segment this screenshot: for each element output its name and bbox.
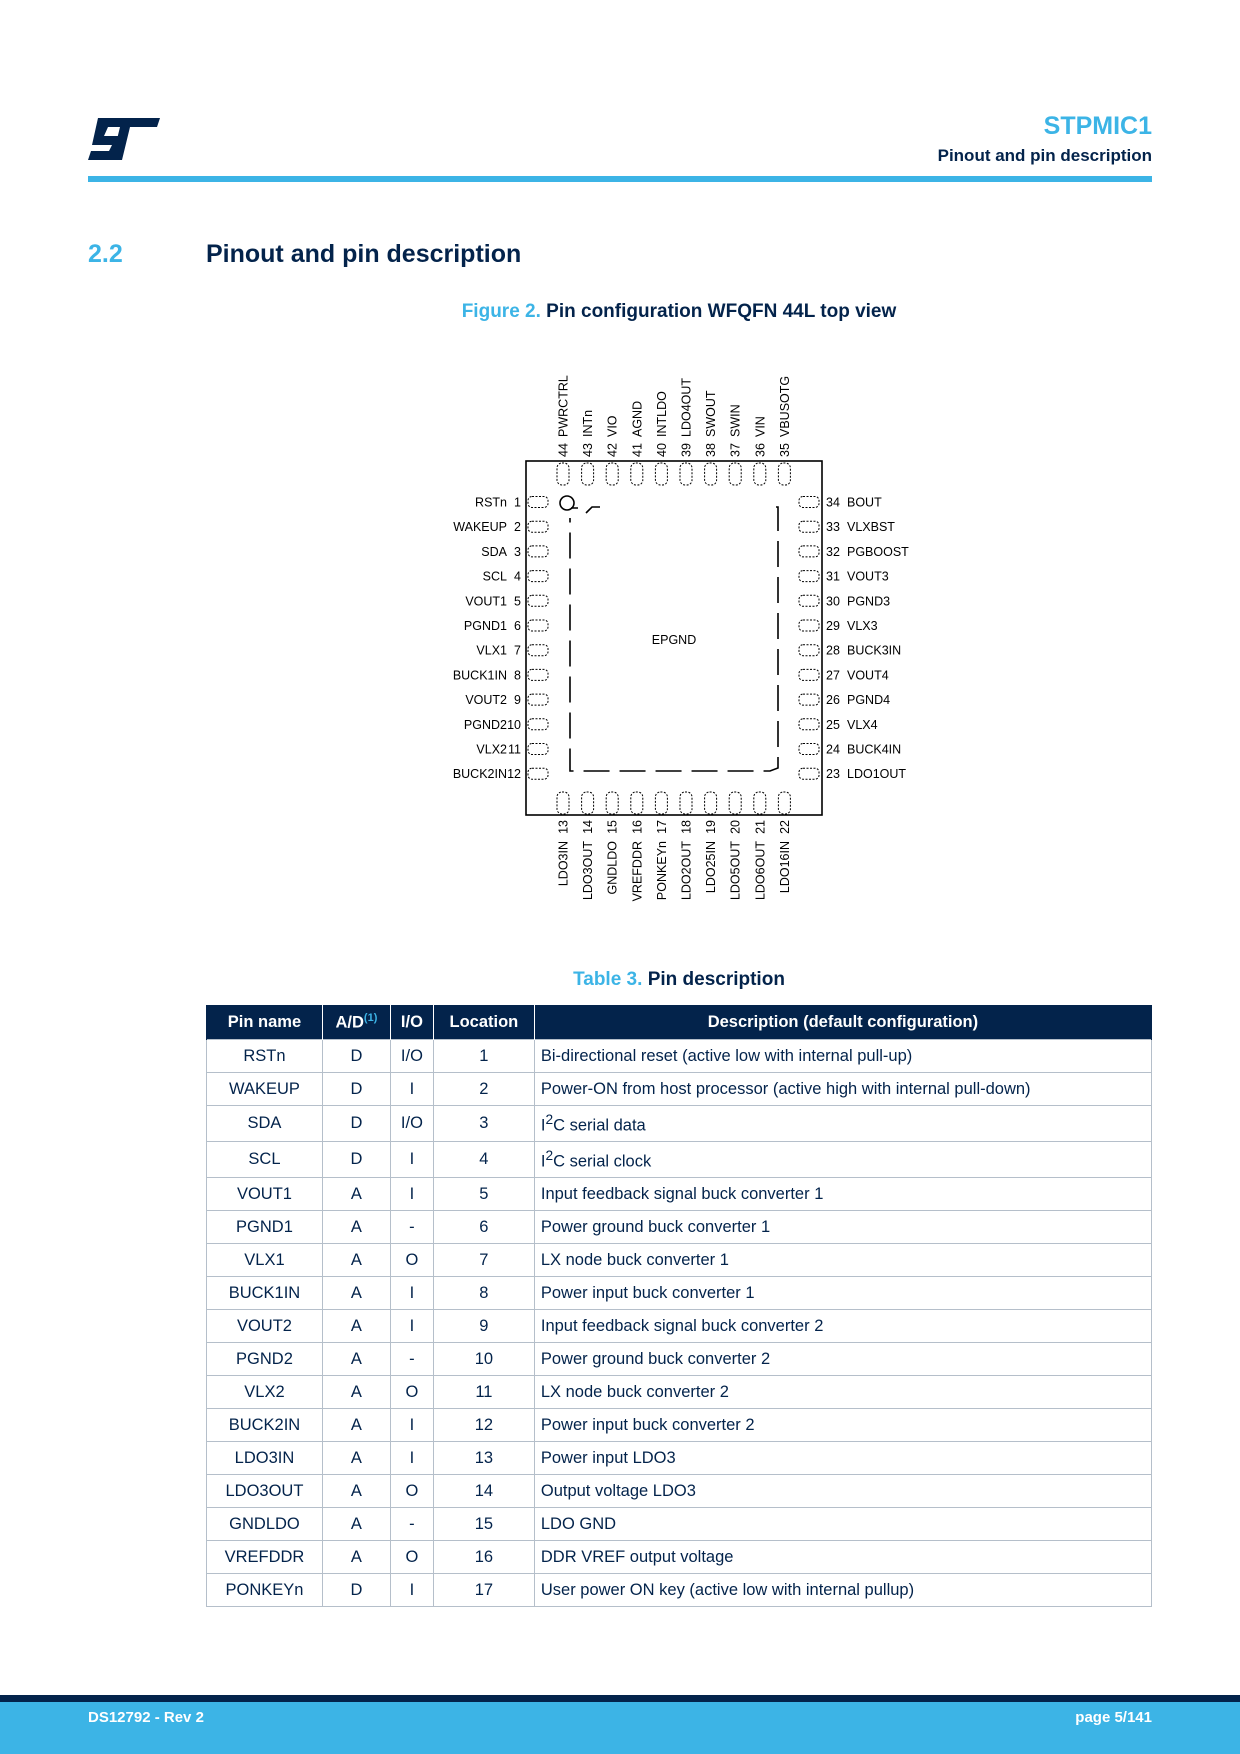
pin-pad [582,463,594,485]
table-row [207,1376,1152,1409]
pin-number: 13 [556,820,571,834]
pin-number: 30 [826,594,840,609]
location-cell: 9 [433,1310,534,1343]
ad-cell: D [322,1106,390,1142]
location-cell: 14 [433,1475,534,1508]
pin-number: 9 [514,693,521,708]
ad-cell: A [322,1508,390,1541]
figure-label: Figure 2. [461,301,541,322]
pin-name: PGND1 [463,619,507,633]
pin-name: INTn [581,409,596,437]
location-cell: 10 [433,1343,534,1376]
table-row [207,1475,1152,1508]
ad-cell: D [322,1040,390,1073]
io-cell: I/O [390,1106,433,1142]
pin-number: 3 [514,544,521,559]
pin-pad [705,463,717,485]
pin-name-cell: VREFDDR [207,1541,323,1574]
pin-pad [799,595,819,606]
col-pin-name: Pin name [207,1005,323,1040]
location-cell: 7 [433,1244,534,1277]
table-row [207,1211,1152,1244]
pin-number: 41 [630,443,645,457]
pin-name-cell: SDA [207,1106,323,1142]
pin-number: 15 [605,820,620,834]
pin-number: 40 [654,443,669,457]
pin-pad [680,792,692,814]
header-subtitle: Pinout and pin description [937,146,1152,165]
description-superscript: 2 [545,1147,554,1163]
pin-number: 16 [630,820,645,834]
io-cell: I [390,1277,433,1310]
ad-cell: A [322,1475,390,1508]
description-cell [534,1106,1151,1142]
pin-name: SWOUT [704,390,719,437]
pin-name: INTLDO [654,391,669,437]
pin-pad [606,463,618,485]
pin-name: VBUSOTG [777,375,792,437]
table-row [207,1178,1152,1211]
pin-name: LDO16IN [777,841,792,894]
description-cell: Power-ON from host processor (active high with internal pull-down) [534,1073,1151,1106]
pin-name-cell: BUCK1IN [207,1277,323,1310]
io-cell: - [390,1343,433,1376]
pin-pad [557,792,569,814]
pin-name: LDO6OUT [753,841,768,901]
pin-number: 44 [556,443,571,457]
pin-name: RSTn [475,495,507,510]
pin-name: LDO5OUT [728,841,743,901]
pin-number: 6 [514,619,521,633]
pin-pad [655,792,667,814]
pin-name: SCL [482,569,507,584]
pin-name-cell: PONKEYn [207,1574,323,1607]
footer-rule [0,1695,1240,1702]
col-ad-label: A/D [335,1013,364,1032]
pin-name: LDO4OUT [679,377,694,437]
col-io: I/O [390,1005,433,1040]
table-row [207,1244,1152,1277]
description-cell: User power ON key (active low with internal pullup) [534,1574,1151,1607]
location-cell: 4 [433,1142,534,1178]
pin-name: PGND3 [847,594,891,609]
pin-name-cell: PGND1 [207,1211,323,1244]
pin-pad [799,521,819,532]
location-cell: 8 [433,1277,534,1310]
pin-name: VOUT2 [465,693,507,708]
description-cell: Power ground buck converter 1 [534,1211,1151,1244]
description-cell: LDO GND [534,1508,1151,1541]
exposed-pad-outline [570,507,778,771]
description-cell: LX node buck converter 2 [534,1376,1151,1409]
ad-cell: A [322,1409,390,1442]
description-suffix: C serial clock [553,1152,652,1171]
col-description: Description (default configuration) [534,1005,1151,1040]
pin-pad [528,521,548,532]
io-cell: - [390,1508,433,1541]
pin-number: 1 [514,495,521,510]
pin-number: 22 [777,820,792,834]
pin-number: 4 [514,569,521,584]
description-cell: Power ground buck converter 2 [534,1343,1151,1376]
table-row [207,1277,1152,1310]
pin-name-cell: LDO3OUT [207,1475,323,1508]
io-cell: I/O [390,1040,433,1073]
pin-number: 42 [605,443,620,457]
pin-description-table [206,1005,1152,1607]
io-cell: O [390,1244,433,1277]
ad-cell: A [322,1541,390,1574]
pin-name: BOUT [847,495,882,510]
pin-number: 10 [507,717,521,732]
section-title: Pinout and pin description [206,240,522,268]
description-superscript: 2 [545,1111,554,1127]
pin-name: VLX1 [476,643,507,658]
col-ad [322,1005,390,1040]
table-row [207,1508,1152,1541]
pin-pad [582,792,594,814]
ad-cell: D [322,1142,390,1178]
table-row [207,1106,1152,1142]
io-cell: O [390,1541,433,1574]
pin-name-cell: LDO3IN [207,1442,323,1475]
section-number: 2.2 [88,240,123,268]
pin-name-cell: RSTn [207,1040,323,1073]
pin-pad [528,571,548,582]
pin-name: VLX2 [476,742,507,757]
table-row [207,1541,1152,1574]
pin-pad [799,620,819,631]
ad-cell: A [322,1343,390,1376]
header-title: STPMIC1 [1043,112,1152,140]
pin-number: 8 [514,668,521,683]
pin-pad [778,463,790,485]
location-cell: 17 [433,1574,534,1607]
description-cell: Bi-directional reset (active low with internal pull-up) [534,1040,1151,1073]
pin-pad [754,792,766,814]
pin-name: PWRCTRL [556,375,571,437]
table-row [207,1343,1152,1376]
pin-name: VIO [605,415,620,437]
pin-number: 32 [826,544,840,559]
io-cell: - [390,1211,433,1244]
pin-number: 12 [507,767,521,782]
pin-pad [729,792,741,814]
figure-title: Pin configuration WFQFN 44L top view [546,301,897,322]
table-row [207,1073,1152,1106]
pin-name: LDO3IN [556,841,571,887]
pin-pad [799,719,819,730]
pin-number: 34 [826,495,840,510]
pin-pad [754,463,766,485]
table-row [207,1142,1152,1178]
description-cell: Output voltage LDO3 [534,1475,1151,1508]
pin-number: 38 [704,443,719,457]
location-cell: 16 [433,1541,534,1574]
description-cell: Power input buck converter 1 [534,1277,1151,1310]
pin-number: 17 [654,820,669,834]
pin-pad [606,792,618,814]
pin-number: 43 [581,443,596,457]
pin-number: 24 [826,742,840,757]
pin-name-cell: VOUT1 [207,1178,323,1211]
pin-pad [528,768,548,779]
io-cell: I [390,1073,433,1106]
ad-cell: A [322,1178,390,1211]
pin-name-cell: VLX1 [207,1244,323,1277]
pin-name: VREFDDR [630,841,645,902]
pin-name: PGBOOST [847,544,909,559]
pin-pad [631,792,643,814]
pin-name-cell: GNDLDO [207,1508,323,1541]
location-cell: 3 [433,1106,534,1142]
pin-pad [528,744,548,755]
pin-name-cell: VLX2 [207,1376,323,1409]
pin-pad [705,792,717,814]
pin-pad [528,620,548,631]
io-cell: I [390,1409,433,1442]
footer-page-number: page 5/141 [1075,1709,1152,1726]
table-row [207,1442,1152,1475]
st-logo [88,118,160,160]
pin-pad [655,463,667,485]
pin-pad [799,669,819,680]
pin-number: 33 [826,520,840,535]
description-cell: DDR VREF output voltage [534,1541,1151,1574]
pin-pad [528,719,548,730]
pin-number: 7 [514,643,521,658]
description-cell [534,1142,1151,1178]
pin1-marker [560,496,574,510]
pin-name: PGND2 [463,717,507,732]
ad-cell: A [322,1376,390,1409]
io-cell: O [390,1475,433,1508]
pin-number: 39 [679,443,694,457]
col-ad-footnote: (1) [363,1011,378,1024]
pin-pad [799,571,819,582]
pin-name: AGND [630,400,645,437]
pin-name-cell: BUCK2IN [207,1409,323,1442]
pin-pad [528,595,548,606]
pin-name: LDO2OUT [679,841,694,901]
pin-pad [799,645,819,656]
pin-name: GNDLDO [605,841,620,895]
pin-number: 23 [826,767,840,782]
table-row [207,1310,1152,1343]
pin-pad [528,546,548,557]
pin-number: 27 [826,668,840,683]
pin-name: BUCK1IN [452,668,507,683]
pin-pad [778,792,790,814]
pin-name-cell: SCL [207,1142,323,1178]
pin-pad [799,768,819,779]
pin-pad [528,645,548,656]
pin-name: VLXBST [847,520,895,535]
table-header-row [207,1005,1152,1040]
io-cell: I [390,1310,433,1343]
pin-number: 18 [679,820,694,834]
table-row [207,1409,1152,1442]
pin-number: 26 [826,693,840,708]
pin-number: 5 [514,594,521,609]
col-location: Location [433,1005,534,1040]
pin-name: SDA [481,544,507,559]
description-suffix: C serial data [553,1116,646,1135]
io-cell: I [390,1142,433,1178]
ad-cell: A [322,1310,390,1343]
location-cell: 12 [433,1409,534,1442]
pin-name: VOUT4 [847,668,889,683]
pin-number: 2 [514,520,521,535]
location-cell: 15 [433,1508,534,1541]
pin-name: BUCK2IN [452,767,507,782]
pin-name-cell: VOUT2 [207,1310,323,1343]
ad-cell: A [322,1211,390,1244]
figure-caption [0,301,1240,323]
pin-name: BUCK3IN [847,643,902,658]
table-caption [0,969,1240,991]
ad-cell: D [322,1574,390,1607]
pin-number: 19 [704,820,719,834]
io-cell: I [390,1442,433,1475]
table-label: Table 3. [573,969,643,990]
pin-name: WAKEUP [453,520,507,535]
io-cell: O [390,1376,433,1409]
pin-pad [799,497,819,508]
pin-number: 29 [826,619,840,633]
pin-pad [557,463,569,485]
location-cell: 1 [433,1040,534,1073]
pin-pad [528,694,548,705]
description-cell: Power input buck converter 2 [534,1409,1151,1442]
description-prefix: I [540,1116,546,1135]
location-cell: 13 [433,1442,534,1475]
description-cell: LX node buck converter 1 [534,1244,1151,1277]
pin-name: VOUT1 [465,594,507,609]
description-cell: Input feedback signal buck converter 1 [534,1178,1151,1211]
table-title: Pin description [647,969,785,990]
pin-pad [799,546,819,557]
pin-number: 35 [777,443,792,457]
pin-pad [528,669,548,680]
table-row [207,1574,1152,1607]
pin-number: 36 [753,443,768,457]
package-outline [526,461,822,815]
location-cell: 5 [433,1178,534,1211]
pin-number: 21 [753,820,768,834]
pin-pad [799,744,819,755]
pin-name: SWIN [728,404,743,437]
ad-cell: D [322,1073,390,1106]
pin-number: 28 [826,643,840,658]
location-cell: 11 [433,1376,534,1409]
pin-name-cell: WAKEUP [207,1073,323,1106]
pin-name: VIN [753,416,768,437]
pin-name: PONKEYn [654,841,669,901]
ad-cell: A [322,1244,390,1277]
description-cell: Power input LDO3 [534,1442,1151,1475]
pin-name-cell: PGND2 [207,1343,323,1376]
description-prefix: I [540,1152,546,1171]
pin-pad [799,694,819,705]
table-row [207,1040,1152,1073]
footer-doc-id: DS12792 - Rev 2 [88,1709,204,1726]
pin-name: PGND4 [847,693,891,708]
pin-pad [528,497,548,508]
pin-pad [729,463,741,485]
pin-name: LDO3OUT [581,841,596,901]
pin-name: VLX3 [847,619,878,633]
pin-pad [631,463,643,485]
epgnd-label: EPGND [651,633,697,647]
pin-number: 37 [728,443,743,457]
description-cell: Input feedback signal buck converter 2 [534,1310,1151,1343]
io-cell: I [390,1178,433,1211]
pin-number: 14 [581,820,596,834]
ad-cell: A [322,1277,390,1310]
location-cell: 6 [433,1211,534,1244]
pin-number: 25 [826,717,840,732]
pin-name: BUCK4IN [847,742,902,757]
pin-pad [680,463,692,485]
ad-cell: A [322,1442,390,1475]
io-cell: I [390,1574,433,1607]
header-rule [88,176,1152,182]
pin-name: LDO1OUT [847,767,907,782]
pin-name: LDO25IN [704,841,719,894]
pin-name: VLX4 [847,717,878,732]
pin-number: 11 [508,742,521,757]
pin-name: VOUT3 [847,569,889,584]
pin-number: 31 [826,569,840,584]
pin-number: 20 [728,820,743,834]
location-cell: 2 [433,1073,534,1106]
